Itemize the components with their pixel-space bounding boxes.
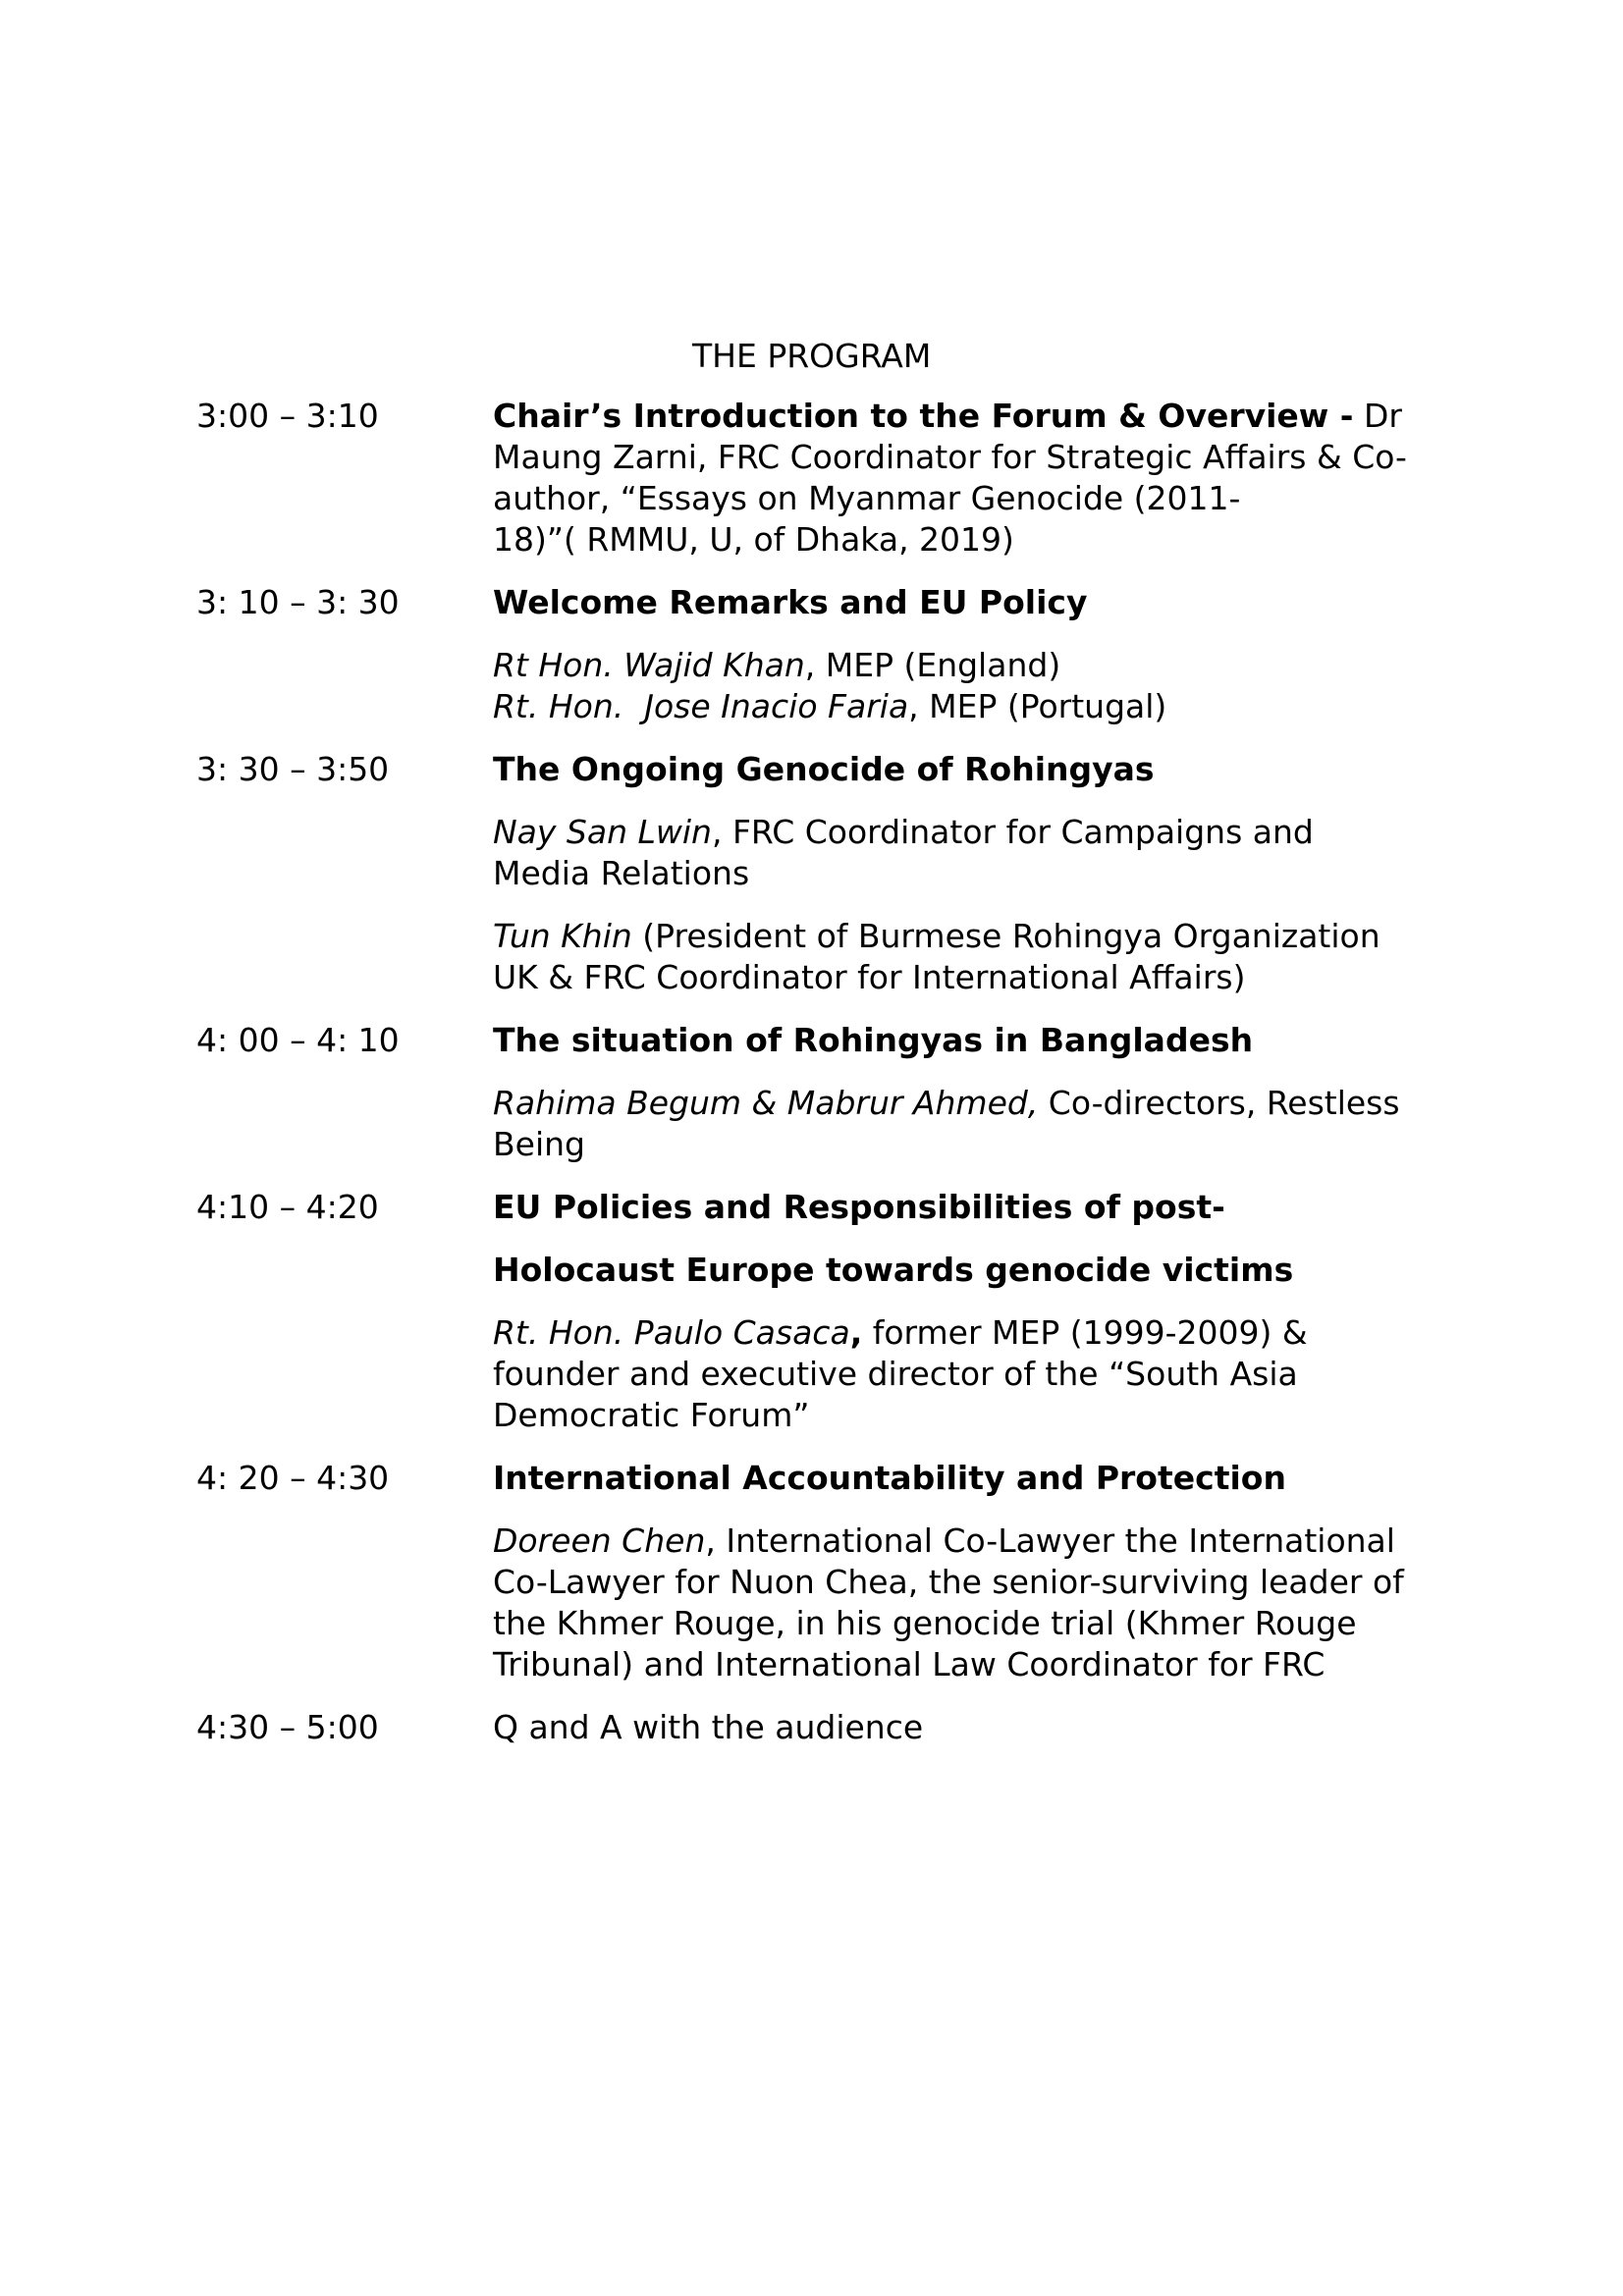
speaker-role: founder and executive director of the “South Asia	[493, 1355, 1298, 1393]
program-time: 3:00 – 3:10	[196, 397, 379, 435]
speaker-role: Co-Lawyer for Nuon Chea, the senior-surviving leader of	[493, 1563, 1404, 1601]
program-text: author, “Essays on Myanmar Genocide (2011-	[493, 479, 1241, 517]
program-time: 3: 30 – 3:50	[196, 750, 390, 788]
program-time: 4:30 – 5:00	[196, 1708, 379, 1746]
program-text: 18)”( RMMU, U, of Dhaka, 2019)	[493, 520, 1014, 559]
speaker-block	[493, 812, 1434, 894]
speaker-block	[493, 1312, 1434, 1436]
program-content	[493, 1020, 1434, 1165]
speaker-block	[493, 645, 1434, 727]
speaker-name: Rt. Hon. Jose Inacio Faria	[493, 687, 909, 725]
speaker-role: former MEP (1999-2009) &	[862, 1313, 1308, 1352]
program-content	[493, 396, 1434, 561]
program-heading: The situation of Rohingyas in Bangladesh	[493, 1021, 1254, 1059]
program-time: 4:10 – 4:20	[196, 1188, 379, 1226]
speaker-role: the Khmer Rouge, in his genocide trial (Khmer Rouge	[493, 1604, 1357, 1642]
program-item	[196, 582, 1434, 727]
program-item	[196, 1458, 1434, 1685]
program-heading: The Ongoing Genocide of Rohingyas	[493, 750, 1155, 788]
program-title: THE PROGRAM	[692, 337, 932, 375]
program-heading: International Accountability and Protection	[493, 1459, 1286, 1497]
program-heading: EU Policies and Responsibilities of post-	[493, 1188, 1225, 1226]
speaker-role: (President of Burmese Rohingya Organization	[631, 917, 1380, 955]
speaker-role: , MEP (England)	[804, 646, 1061, 684]
speaker-block	[493, 916, 1434, 998]
speaker-role: Co-directors, Restless	[1038, 1084, 1400, 1122]
speaker-name: Tun Khin	[493, 917, 632, 955]
speaker-role: UK & FRC Coordinator for International Affairs)	[493, 958, 1246, 996]
speaker-block	[493, 1521, 1434, 1685]
program-item	[196, 749, 1434, 998]
program-item	[196, 1020, 1434, 1165]
program-schedule	[196, 396, 1434, 1748]
speaker-role: , FRC Coordinator for Campaigns and	[711, 813, 1314, 851]
speaker-name: Nay San Lwin	[493, 813, 712, 851]
program-time: 4: 00 – 4: 10	[196, 1021, 400, 1059]
program-content	[493, 749, 1434, 998]
speaker-role: Tribunal) and International Law Coordinator for FRC	[493, 1645, 1325, 1683]
speaker-role: Media Relations	[493, 854, 750, 892]
program-item	[196, 396, 1434, 561]
program-text: Maung Zarni, FRC Coordinator for Strategic Affairs & Co-	[493, 438, 1407, 476]
speaker-role: , International Co-Lawyer the International	[705, 1522, 1395, 1560]
speaker-role: Democratic Forum”	[493, 1396, 810, 1434]
speaker-role: Being	[493, 1125, 585, 1163]
program-content	[493, 1458, 1434, 1685]
program-time: 4: 20 – 4:30	[196, 1459, 390, 1497]
speaker-name: Rt. Hon. Paulo Casaca	[493, 1313, 850, 1352]
program-content	[493, 1187, 1434, 1436]
speaker-name: Doreen Chen	[493, 1522, 706, 1560]
program-heading: Chair’s Introduction to the Forum & Overview -	[493, 397, 1354, 435]
speaker-name: Rt Hon. Wajid Khan	[493, 646, 805, 684]
speaker-role: , MEP (Portugal)	[908, 687, 1167, 725]
program-heading: Holocaust Europe towards genocide victims	[493, 1251, 1294, 1289]
speaker-name: Rahima Begum & Mabrur Ahmed,	[493, 1084, 1039, 1122]
speaker-comma: ,	[849, 1313, 863, 1352]
program-item	[196, 1707, 1434, 1748]
program-time: 3: 10 – 3: 30	[196, 583, 400, 621]
program-content	[493, 1707, 1434, 1748]
program-item	[196, 1187, 1434, 1436]
program-heading: Welcome Remarks and EU Policy	[493, 583, 1088, 621]
program-content	[493, 582, 1434, 727]
speaker-block	[493, 1083, 1434, 1165]
program-text: Q and A with the audience	[493, 1708, 924, 1746]
program-text: Dr	[1353, 397, 1402, 435]
